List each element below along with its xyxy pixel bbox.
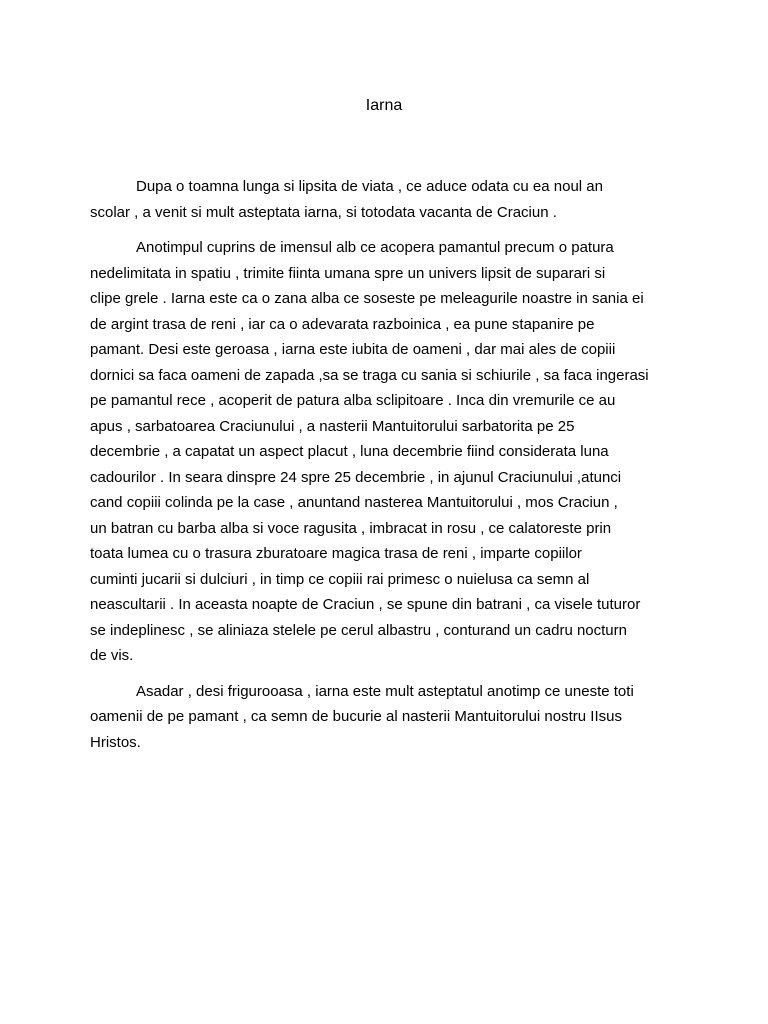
text-line: neascultarii . In aceasta noapte de Craciun , se spune din batrani , ca visele tuturor: [90, 596, 641, 613]
text-line: apus , sarbatoarea Craciunului , a nasterii Mantuitorului sarbatorita pe 25: [90, 417, 575, 435]
paragraph-3: [90, 679, 678, 756]
paragraph-2: [90, 235, 678, 669]
text-line: Dupa o toamna lunga si lipsita de viata , ce aduce odata cu ea noul an: [136, 178, 603, 195]
text-line: cuminti jucarii si dulciuri , in timp ce copiii rai primesc o nuielusa ca semn al: [90, 570, 590, 588]
text-line: de vis.: [90, 647, 134, 664]
text-line: pamant. Desi este geroasa , iarna este iubita de oameni , dar mai ales de copiii: [90, 341, 616, 358]
paragraph-1: [90, 174, 678, 225]
text-line: pe pamantul rece , acoperit de patura alba sclipitoare . Inca din vremurile ce au: [90, 392, 616, 409]
document-body: [90, 174, 678, 765]
text-line: scolar , a venit si mult asteptata iarna, si totodata vacanta de Craciun .: [90, 203, 557, 221]
text-line: un batran cu barba alba si voce ragusita , imbracat in rosu , ce calatoreste prin: [90, 519, 612, 537]
text-line: Anotimpul cuprins de imensul alb ce acopera pamantul precum o patura: [136, 239, 614, 256]
text-line: Hristos.: [90, 733, 141, 751]
text-line: cand copiii colinda pe la case , anuntand nasterea Mantuitorului , mos Craciun ,: [90, 494, 618, 511]
text-line: se indeplinesc , se aliniaza stelele pe cerul albastru , conturand un cadru nocturn: [90, 621, 627, 639]
text-line: oamenii de pe pamant , ca semn de bucurie al nasterii Mantuitorului nostru IIsus: [90, 708, 622, 725]
text-line: toata lumea cu o trasura zburatoare magica trasa de reni , imparte copiilor: [90, 545, 582, 562]
text-line: dornici sa faca oameni de zapada ,sa se traga cu sania si schiurile , sa faca ingerasi: [90, 366, 649, 384]
text-line: nedelimitata in spatiu , trimite fiinta umana spre un univers lipsit de suparari si: [90, 264, 606, 282]
text-line: cadourilor . In seara dinspre 24 spre 25 decembrie , in ajunul Craciunului ,atunci: [90, 468, 622, 486]
text-line: clipe grele . Iarna este ca o zana alba ce soseste pe meleagurile noastre in sania ei: [90, 290, 644, 307]
text-line: decembrie , a capatat un aspect placut , luna decembrie fiind considerata luna: [90, 443, 609, 460]
page-title: Iarna: [365, 97, 403, 114]
text-line: Asadar , desi frigurooasa , iarna este mult asteptatul anotimp ce uneste toti: [136, 682, 634, 700]
text-line: de argint trasa de reni , iar ca o adevarata razboinica , ea pune stapanire pe: [90, 315, 595, 333]
